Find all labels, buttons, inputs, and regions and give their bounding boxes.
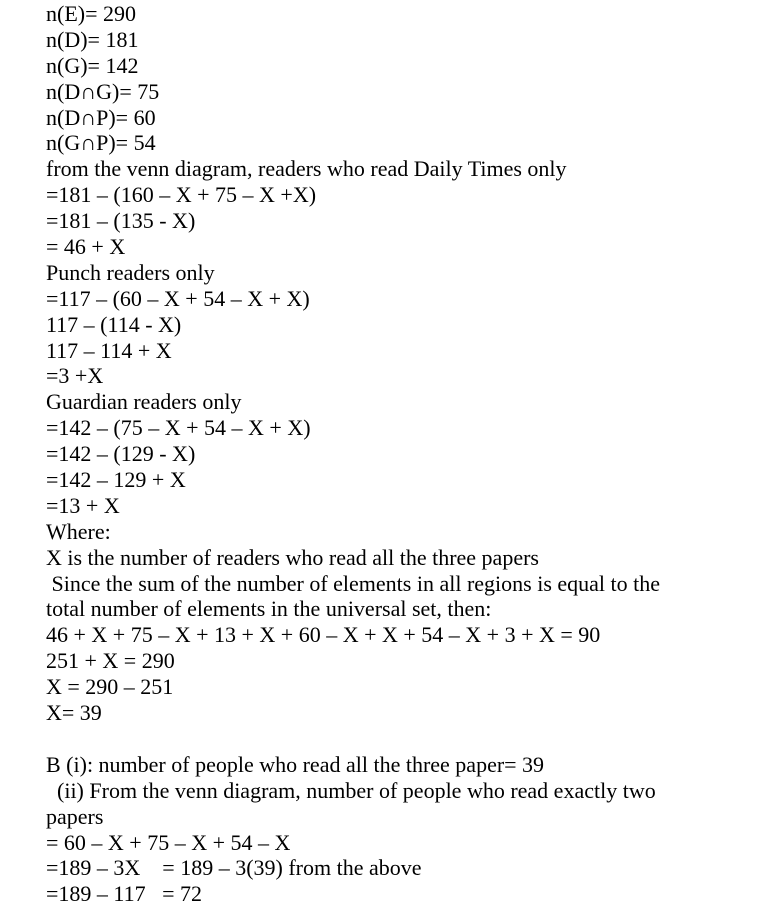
text-line: =181 – (160 – X + 75 – X +X) xyxy=(46,182,317,208)
text-line: =189 – 117 = 72 xyxy=(46,881,202,903)
text-line: n(D∩P)= 60 xyxy=(46,104,156,130)
text-line: Since the sum of the number of elements in all regions is equal to the xyxy=(46,570,661,596)
text-line: Guardian readers only xyxy=(46,389,242,415)
text-line: total number of elements in the universal set, then: xyxy=(46,596,492,622)
text-line: =142 – (75 – X + 54 – X + X) xyxy=(46,415,311,441)
text-line: =3 +X xyxy=(46,363,104,389)
text-line: n(E)= 290 xyxy=(46,1,136,26)
text-line: X is the number of readers who read all the three papers xyxy=(46,544,539,570)
text-line: n(D)= 181 xyxy=(46,26,139,52)
text-line: from the venn diagram, readers who read Daily Times only xyxy=(46,156,567,182)
text-line: papers xyxy=(46,803,104,829)
text-line: 117 – (114 - X) xyxy=(46,311,182,337)
text-line: 251 + X = 290 xyxy=(46,648,175,674)
text-line: =189 – 3X = 189 – 3(39) from the above xyxy=(46,855,422,881)
text-line: n(G∩P)= 54 xyxy=(46,130,156,156)
text-line: X = 290 – 251 xyxy=(46,674,174,700)
text-line: =142 – 129 + X xyxy=(46,467,186,493)
text-line: 117 – 114 + X xyxy=(46,337,172,363)
text-line: Where: xyxy=(46,518,111,544)
text-line: = 60 – X + 75 – X + 54 – X xyxy=(46,829,291,855)
text-line: Punch readers only xyxy=(46,259,215,285)
blank-line xyxy=(46,726,758,752)
text-line: =181 – (135 - X) xyxy=(46,208,196,234)
text-line: =142 – (129 - X) xyxy=(46,441,196,467)
text-line: (ii) From the venn diagram, number of people who read exactly two xyxy=(46,777,656,803)
text-line: n(G)= 142 xyxy=(46,52,139,78)
text-line: B (i): number of people who read all the three paper= 39 xyxy=(46,751,545,777)
text-line: X= 39 xyxy=(46,700,102,726)
text-line: 46 + X + 75 – X + 13 + X + 60 – X + X + 54 – X + 3 + X = 90 xyxy=(46,622,601,648)
text-line: n(D∩G)= 75 xyxy=(46,78,160,104)
text-line: =117 – (60 – X + 54 – X + X) xyxy=(46,285,310,311)
text-line: =13 + X xyxy=(46,492,120,518)
text-line: = 46 + X xyxy=(46,234,126,260)
